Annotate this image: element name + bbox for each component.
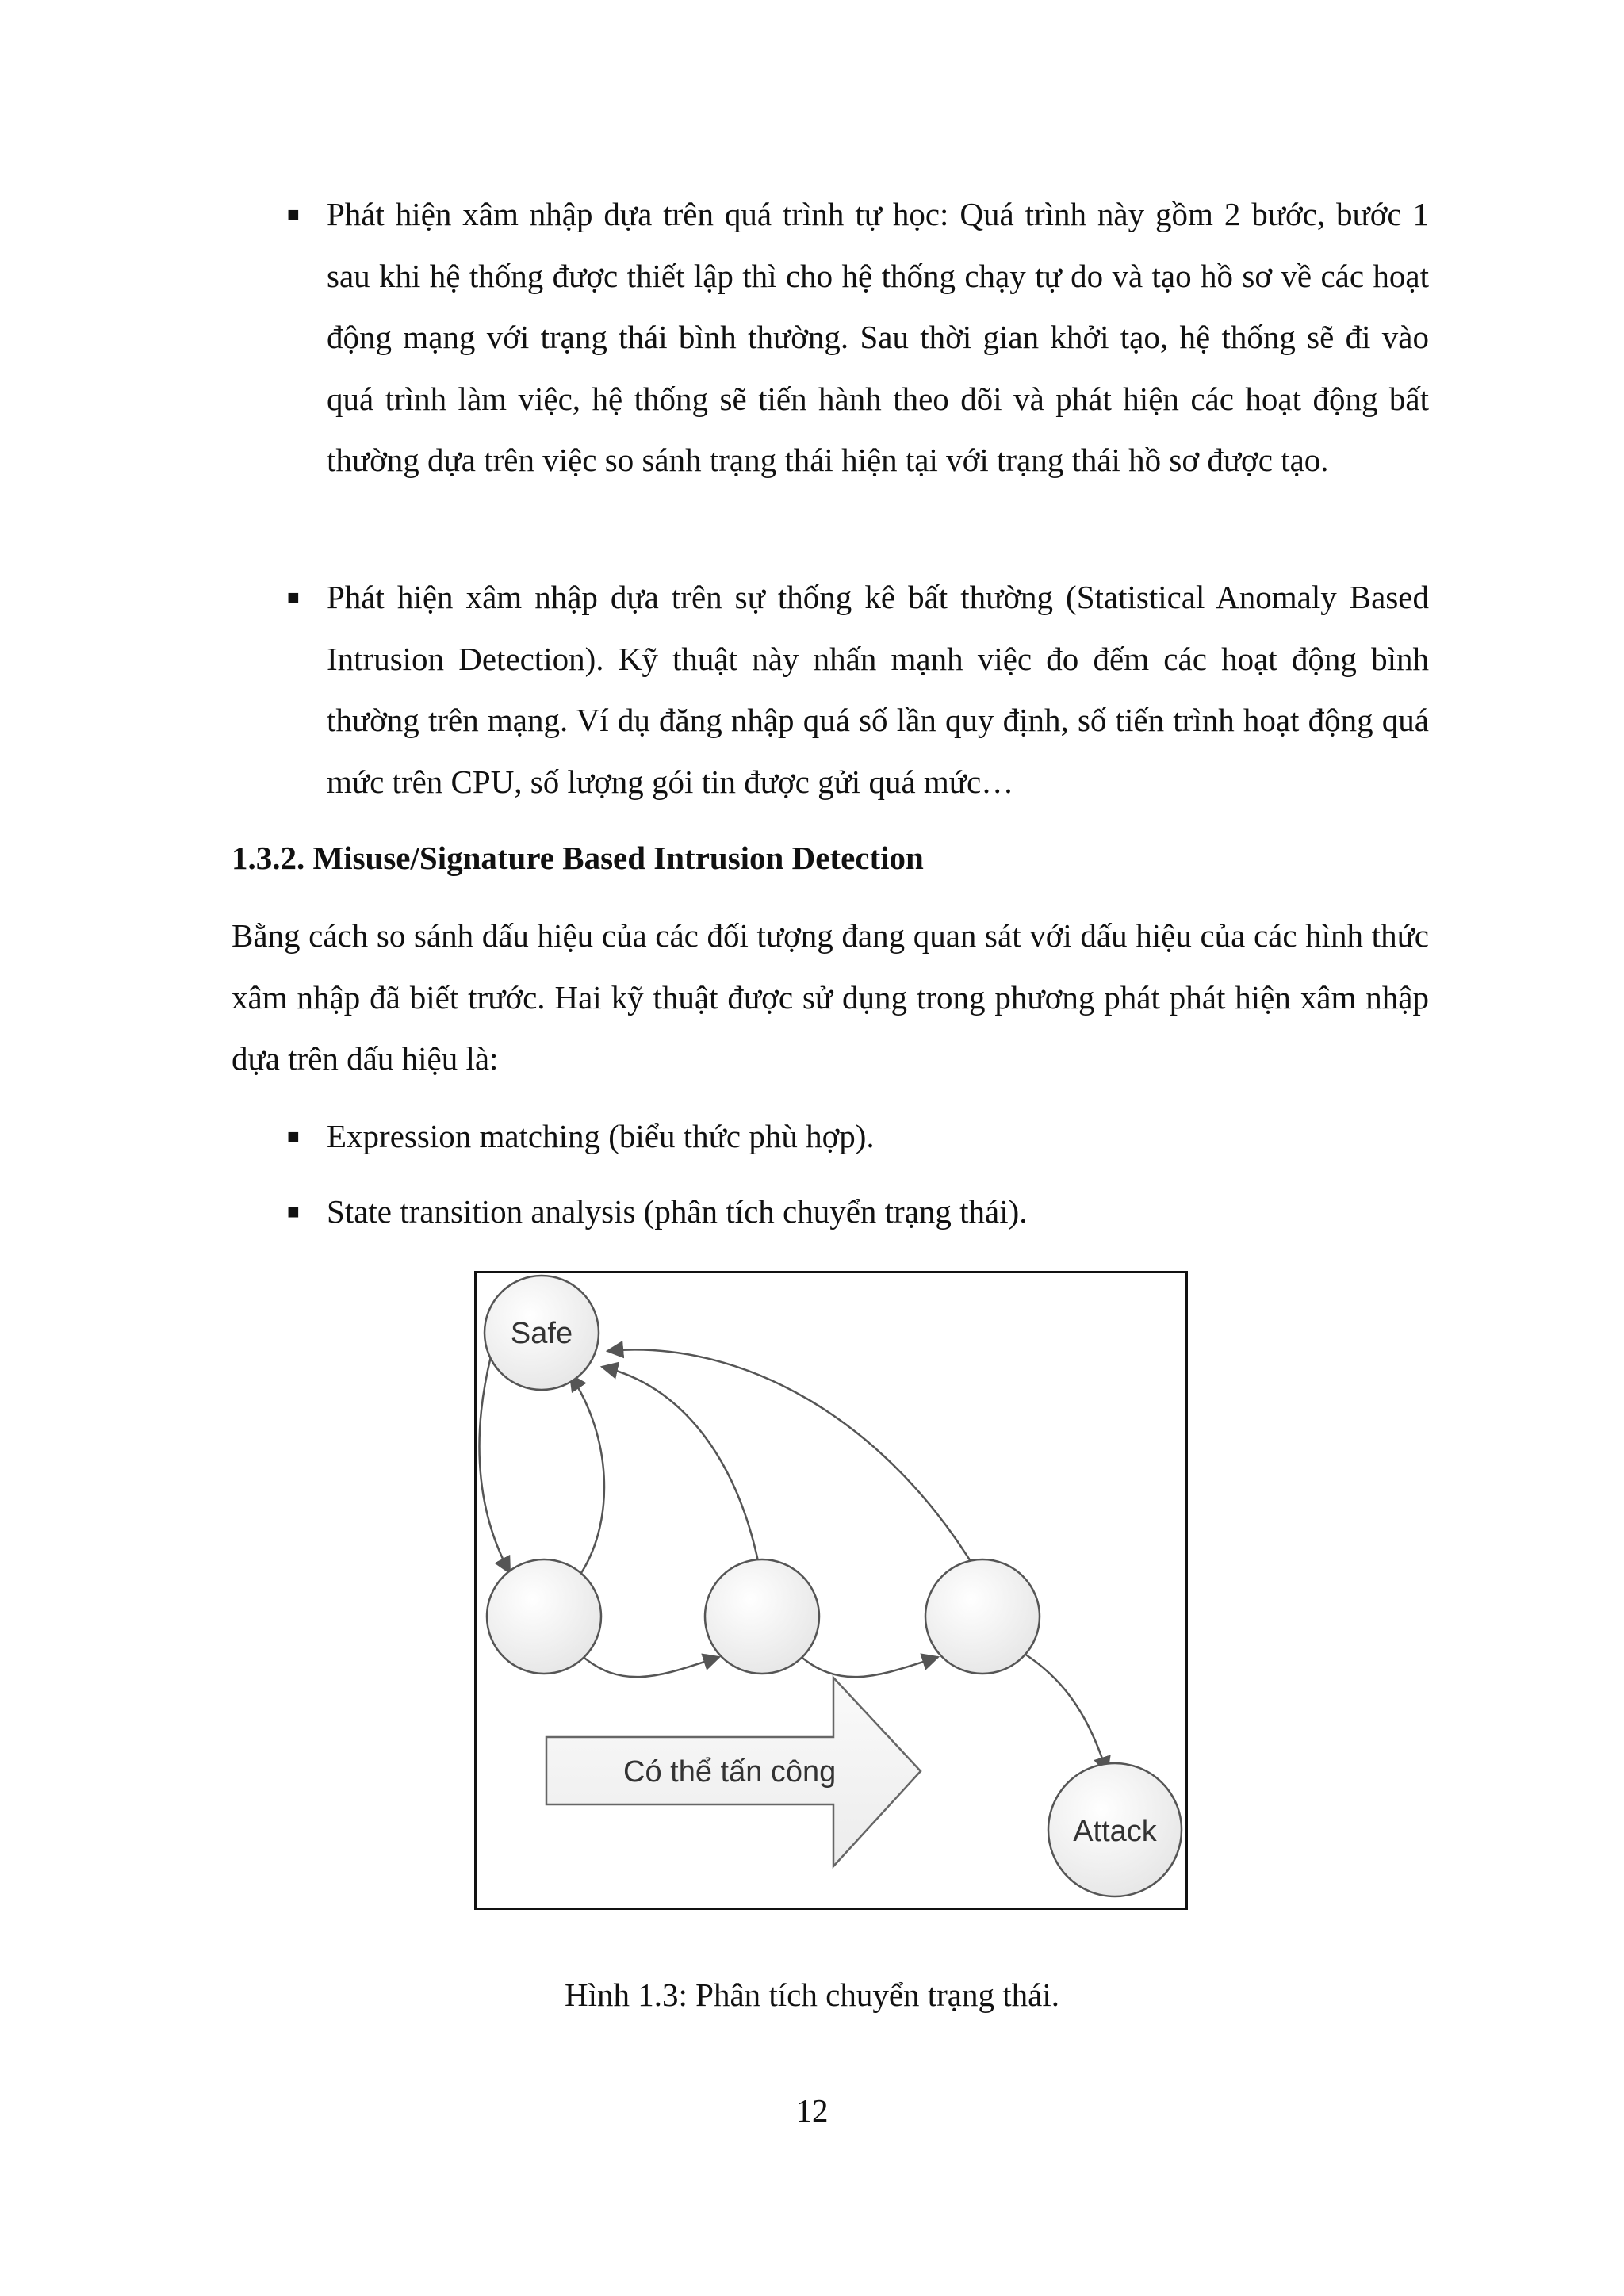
bullet-text: Phát hiện xâm nhập dựa trên sự thống kê bất thường (Statistical Anomaly Based Intrusion Detection). Kỹ thuật này nhấn mạnh việc đo đếm các hoạt động bình thường trên mạng. Ví dụ đăng nhập quá số lần quy định, số tiến trình hoạt động quá mức trên CPU, số lượng gói tin được gửi quá mức… bbox=[327, 579, 1429, 800]
bullet-item-statistical-anomaly bbox=[287, 567, 1429, 813]
edge-s1-to-safe bbox=[570, 1375, 604, 1573]
edge-safe-to-s1 bbox=[479, 1357, 510, 1573]
page-number: 12 bbox=[795, 2092, 829, 2129]
edge-s1-to-s2 bbox=[580, 1654, 719, 1677]
bullet-text: State transition analysis (phân tích chuyển trạng thái). bbox=[327, 1193, 1028, 1230]
bullet-square-icon: ■ bbox=[287, 586, 300, 609]
state-transition-figure bbox=[474, 1271, 1188, 1910]
bullet-square-icon: ■ bbox=[287, 1200, 300, 1223]
edge-s3-to-safe bbox=[607, 1349, 978, 1573]
body-paragraph: Bằng cách so sánh dấu hiệu của các đối tượng đang quan sát với dấu hiệu của các hình thức xâm nhập đã biết trước. Hai kỹ thuật được sử dụng trong phương phát phát hiện xâm nhập dựa trên dấu hiệu là: bbox=[232, 917, 1429, 1077]
attack-node-label: Attack bbox=[1073, 1815, 1157, 1848]
bullet-square-icon: ■ bbox=[287, 1125, 300, 1148]
edge-s2-to-safe bbox=[602, 1367, 760, 1573]
bullet-text: Phát hiện xâm nhập dựa trên quá trình tự học: Quá trình này gồm 2 bước, bước 1 sau khi hệ thống được thiết lập thì cho hệ thống chạy tự do và tạo hồ sơ về các hoạt động mạng với trạng thái bình thường. Sau thời gian khởi tạo, hệ thống sẽ đi vào quá trình làm việc, hệ thống sẽ tiến hành theo dõi và phát hiện các hoạt động bất thường dựa trên việc so sánh trạng thái hiện tại với trạng thái hồ sơ được tạo. bbox=[327, 196, 1429, 478]
bullet-item-self-learning bbox=[287, 184, 1429, 492]
safe-node-label: Safe bbox=[510, 1317, 573, 1350]
section-heading: 1.3.2. Misuse/Signature Based Intrusion Detection bbox=[232, 840, 924, 876]
edge-s2-to-s3 bbox=[798, 1654, 938, 1677]
bullet-text: Expression matching (biểu thức phù hợp). bbox=[327, 1118, 875, 1154]
bullet-item-state-transition bbox=[287, 1181, 1429, 1243]
state-node-1 bbox=[487, 1559, 601, 1674]
state-node-2 bbox=[705, 1559, 819, 1674]
state-transition-diagram bbox=[477, 1273, 1185, 1908]
bullet-item-expression-matching bbox=[287, 1106, 1429, 1168]
state-node-3 bbox=[925, 1559, 1040, 1674]
big-arrow-label: Có thể tấn công bbox=[623, 1755, 837, 1789]
bullet-square-icon: ■ bbox=[287, 203, 300, 226]
figure-caption: Hình 1.3: Phân tích chuyển trạng thái. bbox=[565, 1976, 1059, 2013]
edge-s3-to-attack bbox=[1022, 1652, 1107, 1773]
